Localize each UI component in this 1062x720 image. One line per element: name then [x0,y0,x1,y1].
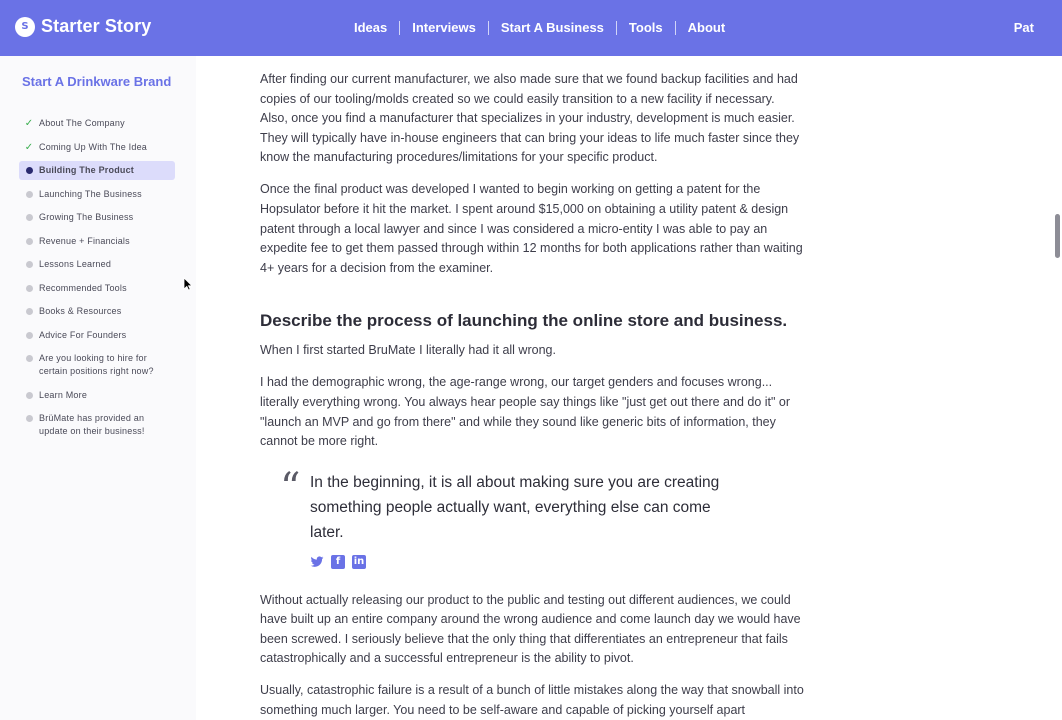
nav-start-a-business[interactable]: Start A Business [500,20,604,35]
toc-item-label: Learn More [39,389,88,400]
share-icons [310,555,730,569]
toc-item-label: Recommended Tools [39,282,127,293]
brand-name: Starter Story [41,16,152,36]
toc-item[interactable] [19,232,175,251]
bullet-dot-icon [24,389,34,402]
toc-item[interactable] [19,185,175,204]
bullet-dot-icon [24,188,34,201]
facebook-icon[interactable]: f [331,555,345,569]
bullet-dot-icon [24,282,34,295]
toc-item-label: Advice For Founders [39,329,127,340]
brand-link[interactable] [15,16,151,37]
toc-item-label: Are you looking to hire for certain positions right now? [39,353,154,376]
toc-item[interactable] [19,349,175,381]
toc-title: Start A Drinkware Brand [22,74,172,89]
user-menu[interactable]: Pat [1013,20,1034,35]
paragraph: Once the final product was developed I wanted to begin working on getting a patent for the Hopsulator before it hit the market. I spent around $15,000 on obtaining a utility patent & design patent through a local lawyer and since I was considered a micro-entity I was able to pay an expedite fee to get them passed through within 12 months for both applications rather than waiting 4+ years for a decision from the examiner. [260,182,803,275]
toc-list [19,114,175,446]
bullet-dot-icon [24,352,34,365]
toc-item-label: About The Company [39,118,125,128]
top-navbar [0,0,1062,56]
toc-item-label: Lessons Learned [39,259,112,269]
paragraph: Usually, catastrophic failure is a result of a bunch of little mistakes along the way that snowball into something much larger. You need to be self-aware and capable of picking yourself apart [260,683,804,718]
main-nav [346,18,737,38]
bullet-dot-icon [24,329,34,342]
twitter-icon[interactable] [310,555,324,569]
pull-quote [260,464,730,569]
toc-item-label: Launching The Business [39,188,142,199]
bullet-dot-icon [24,235,34,248]
bullet-dot-icon [24,412,34,425]
nav-divider [616,21,617,35]
quote-text: In the beginning, it is all about making sure you are creating something people actually want, everything else can come later. [310,473,720,541]
toc-item[interactable] [19,138,175,157]
bullet-dot-icon [24,258,34,271]
toc-item[interactable] [19,302,175,321]
toc-item-label: Books & Resources [39,306,122,316]
nav-divider [675,21,676,35]
nav-divider [488,21,489,35]
toc-item-label: BrüMate has provided an update on their business! [39,413,145,436]
table-of-contents-sidebar [0,56,196,720]
bullet-dot-icon [24,164,34,177]
starter-story-logo-icon: S [15,17,35,37]
toc-item[interactable] [19,409,175,441]
nav-about[interactable]: About [687,20,726,35]
quote-mark-icon: “ [280,464,301,511]
nav-ideas[interactable]: Ideas [354,20,388,35]
bullet-dot-icon [24,211,34,224]
article-body [260,70,805,720]
nav-interviews[interactable]: Interviews [412,20,476,35]
bullet-dot-icon [24,305,34,318]
linkedin-icon[interactable]: in [353,556,365,568]
toc-item[interactable] [19,161,175,180]
paragraph: After finding our current manufacturer, we also made sure that we found backup facilities and had copies of our tooling/molds created so we could easily transition to a new facility if necessary. Also, once you find a manufacturer that specializes in your industry, development is much easier. They will typically have in-house engineers that can bring your ideas to life much faster since they know the manufacturing procedures/limitations for your specific product. [260,72,800,165]
toc-item[interactable] [19,386,175,405]
paragraph: I had the demographic wrong, the age-range wrong, our target genders and focuses wrong... literally everything wrong. You always hear people say things like "just get out there and do it" or "launch an MVP and go from there" and while they sound like generic bits of information, they cannot be more right. [260,375,791,449]
checkmark-icon: ✓ [24,118,34,129]
scrollbar-thumb[interactable] [1055,214,1060,258]
toc-item[interactable] [19,208,175,227]
paragraph: Without actually releasing our product to the public and testing out different audiences, we could have built up an entire company around the wrong audience and come launch day we would have been screwed. I seriously believe that the only thing that differentiates an entrepreneur that fails catastrophically and a successful entrepreneur is the ability to pivot. [260,592,801,666]
toc-item[interactable] [19,255,175,274]
toc-item-label: Revenue + Financials [39,235,130,246]
toc-item-label: Coming Up With The Idea [39,141,147,152]
checkmark-icon: ✓ [24,141,34,153]
toc-item[interactable] [19,326,175,345]
section-heading: Describe the process of launching the online store and business. [260,311,788,331]
toc-item[interactable] [19,279,175,298]
paragraph: When I first started BruMate I literally had it all wrong. [260,343,556,358]
nav-tools[interactable]: Tools [628,20,663,35]
nav-divider [399,21,400,35]
mouse-cursor-icon [183,277,193,291]
toc-item-label: Growing The Business [39,212,134,222]
toc-item[interactable] [19,114,175,133]
toc-item-label: Building The Product [39,165,134,175]
